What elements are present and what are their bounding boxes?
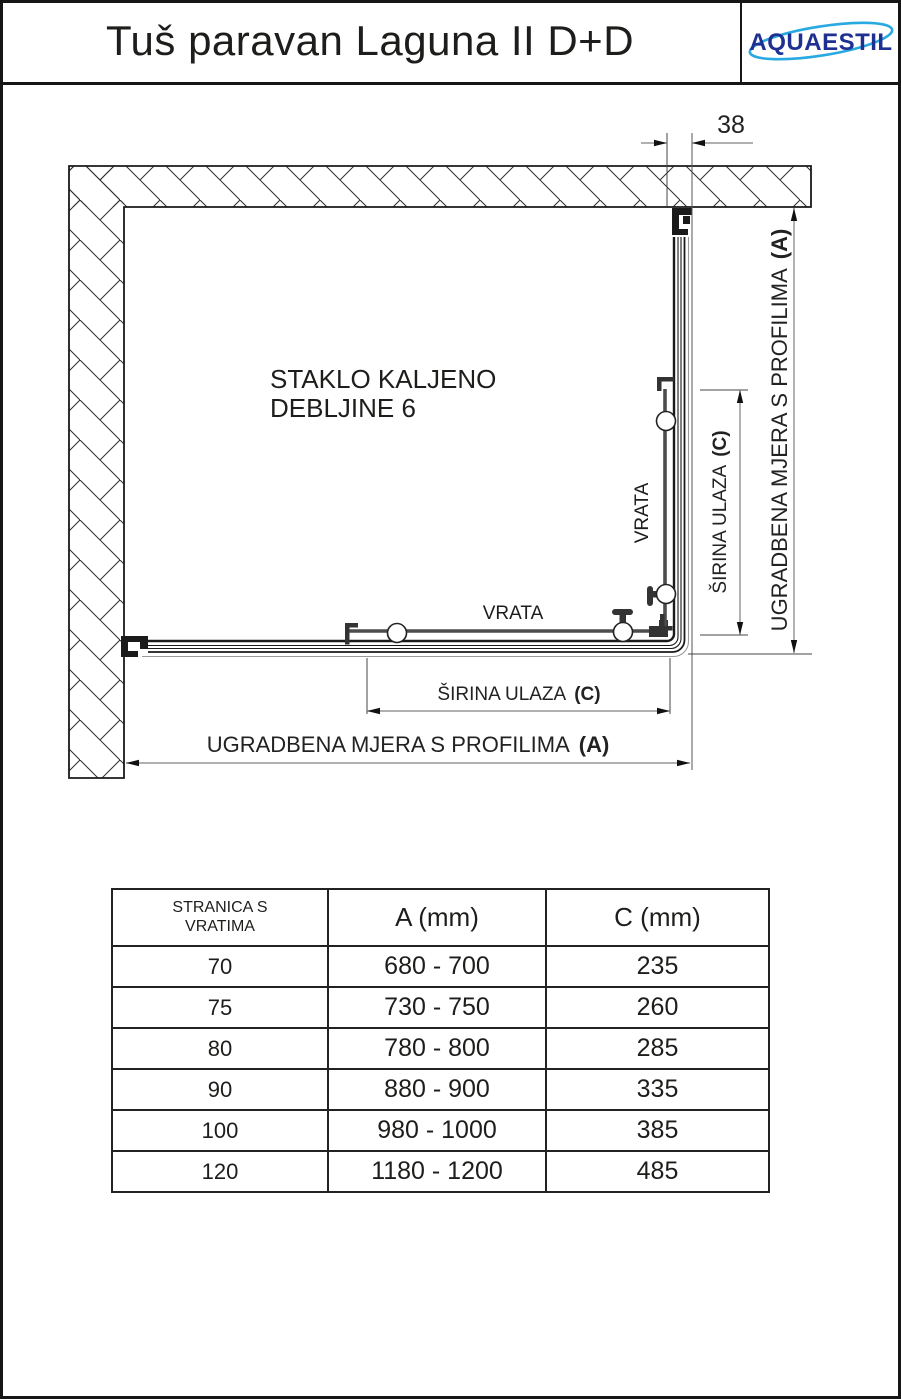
entry-width-symbol: (C) [710, 430, 731, 457]
cell-c: 385 [546, 1110, 769, 1151]
entry-width-text: ŠIRINA ULAZA [437, 684, 567, 705]
top-wall-profile [672, 208, 692, 235]
roller-icon [657, 585, 676, 604]
table-row [112, 1028, 769, 1069]
door-bracket [657, 377, 674, 391]
install-width-text: UGRADBENA MJERA S PROFILIMA [206, 732, 570, 757]
cell-a: 1180 - 1200 [328, 1151, 546, 1192]
table-header-row [112, 889, 769, 946]
cell-a: 980 - 1000 [328, 1110, 546, 1151]
cell-c: 260 [546, 987, 769, 1028]
cell-size: 80 [112, 1028, 328, 1069]
door-label-horizontal: VRATA [482, 603, 544, 624]
cell-a: 680 - 700 [328, 946, 546, 987]
table-row [112, 1151, 769, 1192]
col-header-c: C (mm) [546, 889, 769, 946]
entry-width-text: ŠIRINA ULAZA [710, 464, 731, 594]
dim-entry-width-right [700, 390, 748, 635]
table-row [112, 946, 769, 987]
shower-rail [142, 237, 689, 657]
logo-text: AQUAESTIL [749, 29, 893, 56]
top-wall [69, 166, 811, 207]
spec-table [111, 888, 770, 1193]
install-width-label [207, 732, 610, 757]
entry-width-label [437, 683, 600, 705]
cell-size: 100 [112, 1110, 328, 1151]
cell-c: 335 [546, 1069, 769, 1110]
cell-a: 880 - 900 [328, 1069, 546, 1110]
glass-note-line2: DEBLJINE 6 [270, 393, 416, 423]
left-wall-profile [121, 636, 148, 657]
cell-a: 780 - 800 [328, 1028, 546, 1069]
entry-width-symbol: (C) [574, 684, 601, 705]
install-height-text: UGRADBENA MJERA S PROFILIMA [767, 268, 792, 632]
cell-c: 285 [546, 1028, 769, 1069]
door-label-vertical: VRATA [632, 482, 653, 544]
cell-size: 70 [112, 946, 328, 987]
cell-c: 485 [546, 1151, 769, 1192]
glass-note-line1: STAKLO KALJENO [270, 364, 497, 394]
table-row [112, 1110, 769, 1151]
col-header-side [112, 889, 328, 946]
drawing-labels [270, 364, 653, 624]
dim-38 [641, 111, 753, 770]
cell-a: 730 - 750 [328, 987, 546, 1028]
dim-entry-width-bottom [367, 658, 670, 714]
cell-size: 120 [112, 1151, 328, 1192]
dim-38-value: 38 [717, 111, 745, 139]
roller-icon [614, 623, 633, 642]
col-header-a: A (mm) [328, 889, 546, 946]
dim-install-width-bottom [126, 732, 690, 766]
cell-size: 90 [112, 1069, 328, 1110]
entry-width-label-vertical [709, 430, 731, 593]
table-row [112, 1069, 769, 1110]
wall-profiles [121, 208, 692, 657]
col-header-side-line2: VRATIMA [185, 917, 255, 935]
page-title: Tuš paravan Laguna II D+D [105, 17, 635, 64]
install-height-symbol: (A) [767, 228, 792, 260]
table-row [112, 987, 769, 1028]
dim-install-height-right [688, 208, 812, 654]
cell-c: 235 [546, 946, 769, 987]
col-header-side-line1: STRANICA S [172, 898, 268, 916]
cell-size: 75 [112, 987, 328, 1028]
roller-icon [388, 624, 407, 643]
roller-icon [657, 412, 676, 431]
left-wall [69, 166, 124, 778]
install-height-label-vertical [767, 229, 792, 632]
install-width-symbol: (A) [578, 732, 610, 757]
